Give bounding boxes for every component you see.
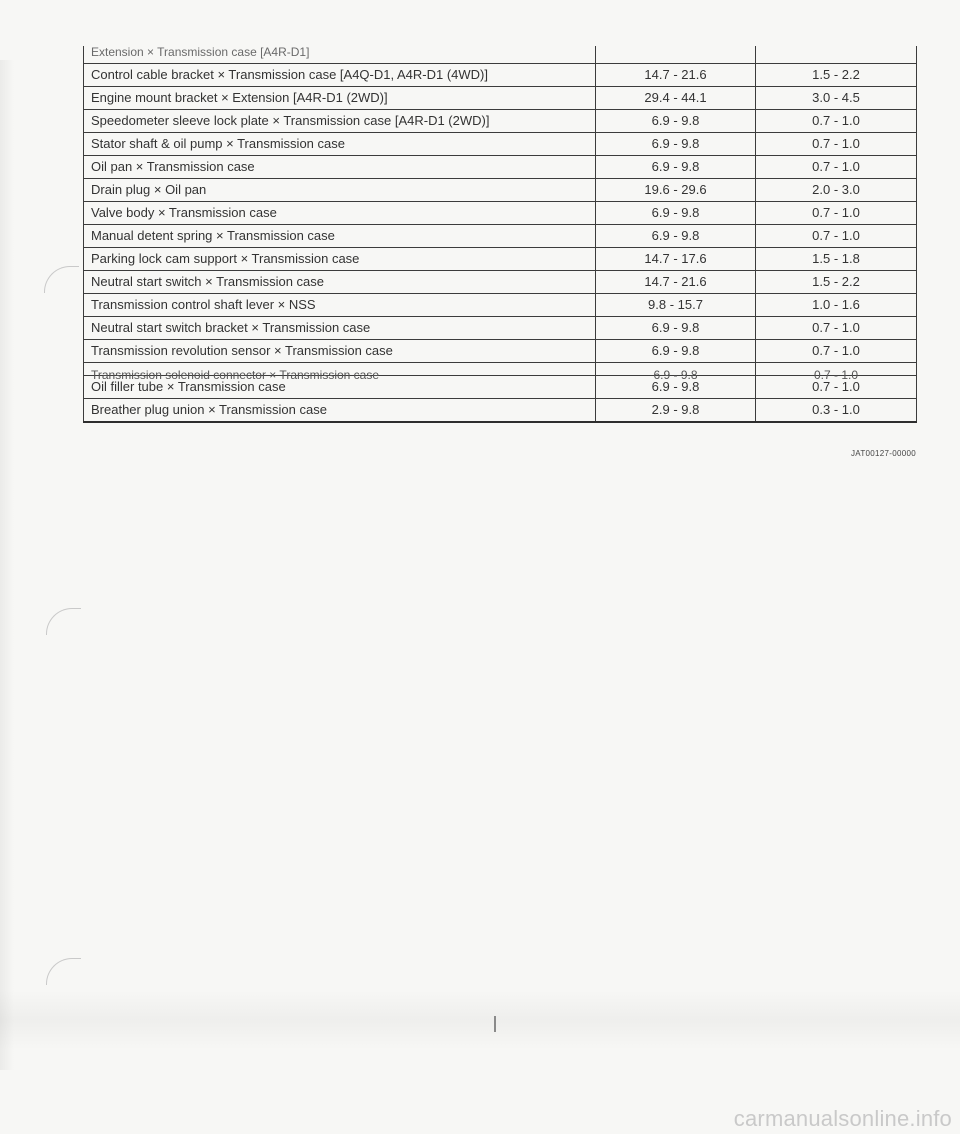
page-edge-shadow — [0, 60, 14, 1070]
torque-nm-cell: 2.9 - 9.8 — [596, 399, 756, 423]
site-watermark: carmanualsonline.info — [733, 1106, 952, 1131]
table-row — [84, 271, 917, 294]
item-cell: Valve body × Transmission case — [84, 202, 596, 225]
item-cell: Extension × Transmission case [A4R-D1] — [84, 46, 596, 64]
item-cell: Neutral start switch bracket × Transmission case — [84, 317, 596, 340]
item-cell: Engine mount bracket × Extension [A4R-D1 (2WD)] — [84, 87, 596, 110]
item-cell: Stator shaft & oil pump × Transmission case — [84, 133, 596, 156]
torque-nm-cell: 6.9 - 9.8 — [596, 202, 756, 225]
binder-hole-mark — [46, 608, 81, 635]
torque-nm-cell: 14.7 - 17.6 — [596, 248, 756, 271]
torque-nm-cell: 6.9 - 9.8 — [596, 156, 756, 179]
table-row — [84, 156, 917, 179]
torque-nm-cell: 6.9 - 9.8 — [596, 363, 756, 376]
tightening-torque-table — [83, 46, 917, 423]
table-row — [84, 340, 917, 363]
torque-kgfm-cell: 0.7 - 1.0 — [756, 156, 917, 179]
item-cell: Neutral start switch × Transmission case — [84, 271, 596, 294]
item-cell: Transmission revolution sensor × Transmission case — [84, 340, 596, 363]
item-cell: Oil filler tube × Transmission case — [84, 376, 596, 399]
torque-kgfm-cell: 0.7 - 1.0 — [756, 133, 917, 156]
table-row-partial — [84, 363, 917, 376]
figure-code: JAT00127-00000 — [851, 449, 916, 458]
table-row — [84, 225, 917, 248]
table-row — [84, 294, 917, 317]
torque-nm-cell: 6.9 - 9.8 — [596, 225, 756, 248]
item-cell: Parking lock cam support × Transmission case — [84, 248, 596, 271]
table-row — [84, 110, 917, 133]
table-row — [84, 376, 917, 399]
torque-kgfm-cell: 0.7 - 1.0 — [756, 225, 917, 248]
torque-nm-cell: 14.7 - 21.6 — [596, 271, 756, 294]
torque-kgfm-cell: 0.7 - 1.0 — [756, 340, 917, 363]
torque-kgfm-cell: 1.0 - 1.6 — [756, 294, 917, 317]
table-row — [84, 202, 917, 225]
item-cell: Oil pan × Transmission case — [84, 156, 596, 179]
torque-kgfm-cell: 0.3 - 1.0 — [756, 399, 917, 423]
item-cell: Breather plug union × Transmission case — [84, 399, 596, 423]
table-row — [84, 46, 917, 64]
table-row — [84, 133, 917, 156]
torque-nm-cell — [596, 46, 756, 64]
binder-hole-mark — [44, 266, 79, 293]
torque-kgfm-cell: 2.0 - 3.0 — [756, 179, 917, 202]
table-row — [84, 399, 917, 423]
torque-kgfm-cell: 0.7 - 1.0 — [756, 317, 917, 340]
page-mark — [494, 1016, 496, 1032]
table-row — [84, 248, 917, 271]
table-row — [84, 317, 917, 340]
table-row — [84, 87, 917, 110]
item-cell: Drain plug × Oil pan — [84, 179, 596, 202]
item-cell: Transmission control shaft lever × NSS — [84, 294, 596, 317]
torque-nm-cell: 6.9 - 9.8 — [596, 133, 756, 156]
torque-kgfm-cell: 0.7 - 1.0 — [756, 363, 917, 376]
torque-kgfm-cell: 1.5 - 2.2 — [756, 271, 917, 294]
torque-kgfm-cell: 0.7 - 1.0 — [756, 202, 917, 225]
binder-hole-mark — [46, 958, 81, 985]
table-row — [84, 179, 917, 202]
item-cell: Control cable bracket × Transmission case [A4Q-D1, A4R-D1 (4WD)] — [84, 64, 596, 87]
table-row — [84, 64, 917, 87]
torque-nm-cell: 6.9 - 9.8 — [596, 340, 756, 363]
torque-nm-cell: 29.4 - 44.1 — [596, 87, 756, 110]
torque-kgfm-cell: 1.5 - 1.8 — [756, 248, 917, 271]
torque-kgfm-cell: 0.7 - 1.0 — [756, 110, 917, 133]
torque-nm-cell: 6.9 - 9.8 — [596, 110, 756, 133]
torque-kgfm-cell: 3.0 - 4.5 — [756, 87, 917, 110]
item-cell: Speedometer sleeve lock plate × Transmission case [A4R-D1 (2WD)] — [84, 110, 596, 133]
item-cell: Transmission solenoid connector × Transmission case — [84, 363, 596, 376]
torque-kgfm-cell: 0.7 - 1.0 — [756, 376, 917, 399]
torque-nm-cell: 6.9 - 9.8 — [596, 317, 756, 340]
torque-nm-cell: 19.6 - 29.6 — [596, 179, 756, 202]
torque-kgfm-cell: 1.5 - 2.2 — [756, 64, 917, 87]
scan-shade — [0, 990, 960, 1050]
item-cell: Manual detent spring × Transmission case — [84, 225, 596, 248]
torque-kgfm-cell — [756, 46, 917, 64]
torque-nm-cell: 6.9 - 9.8 — [596, 376, 756, 399]
torque-nm-cell: 9.8 - 15.7 — [596, 294, 756, 317]
torque-nm-cell: 14.7 - 21.6 — [596, 64, 756, 87]
